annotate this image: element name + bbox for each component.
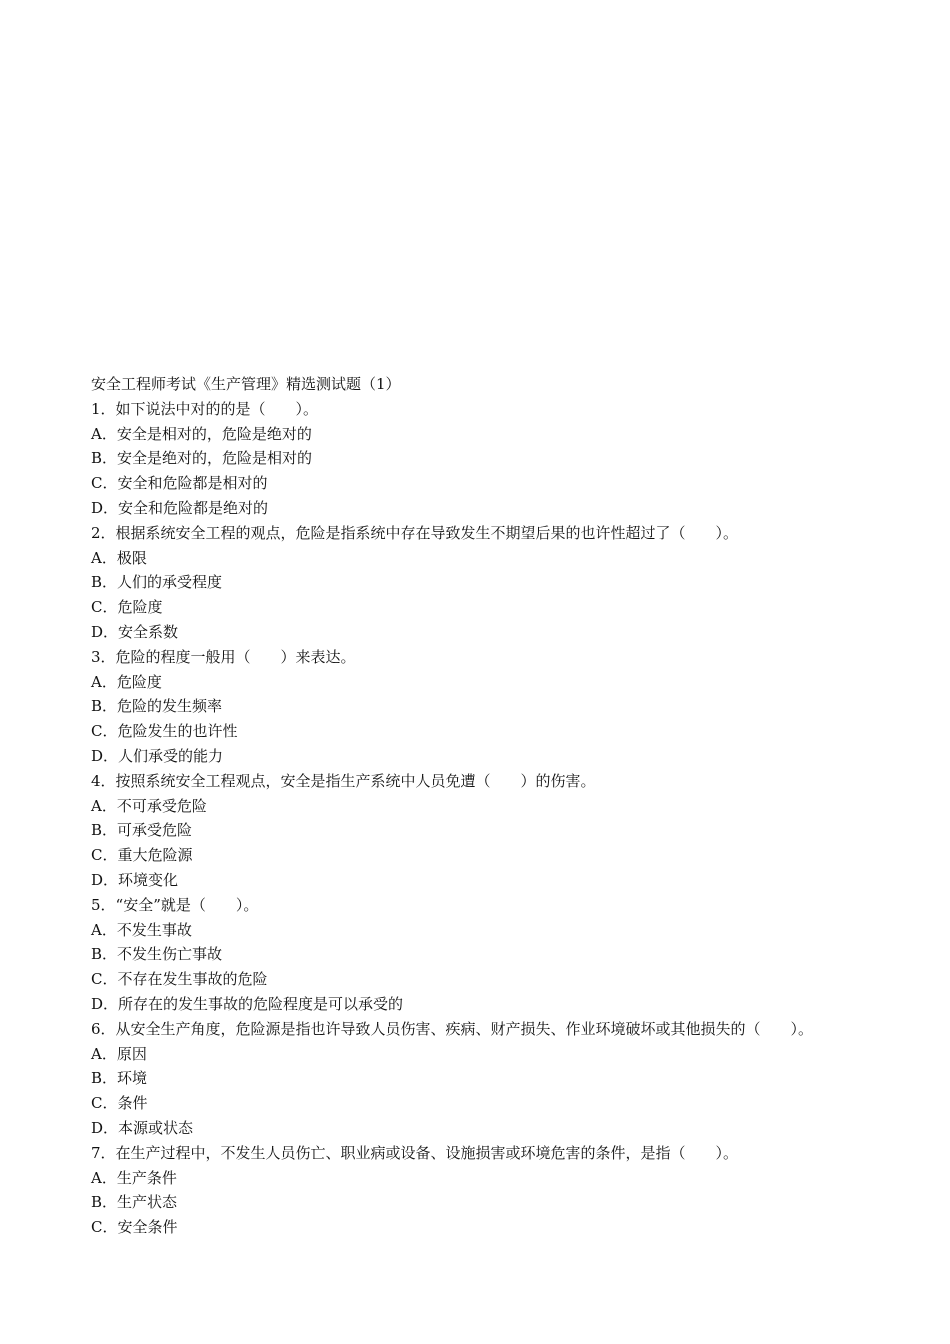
question-stem: 3．危险的程度一般用（ ）来表达。: [91, 647, 356, 666]
option-c: C．危险度: [91, 598, 163, 617]
option-b: B．不发生伤亡事故: [91, 945, 223, 964]
document-title: 安全工程师考试《生产管理》精选测试题（1）: [91, 375, 401, 393]
option-a: A．不可承受危险: [91, 796, 207, 815]
question-1: [91, 397, 866, 521]
question-6: [91, 1017, 866, 1141]
question-stem: 2．根据系统安全工程的观点，危险是指系统中存在导致发生不期望后果的也许性超过了（ ）。: [91, 523, 739, 542]
question-stem: 4．按照系统安全工程观点，安全是指生产系统中人员免遭（ ）的伤害。: [91, 771, 596, 790]
option-c: C．条件: [91, 1094, 148, 1113]
option-a: A．不发生事故: [91, 920, 192, 939]
option-b: B．人们的承受程度: [91, 573, 223, 592]
option-a: A．原因: [91, 1044, 147, 1063]
question-4: [91, 769, 866, 893]
question-stem: 5．“安全”就是（ ）。: [91, 895, 259, 914]
option-b: B．安全是绝对的，危险是相对的: [91, 449, 313, 468]
question-5: [91, 893, 866, 1017]
option-d: D．本源或状态: [91, 1118, 194, 1137]
option-a: A．生产条件: [91, 1168, 177, 1187]
question-stem: 6．从安全生产角度，危险源是指也许导致人员伤害、疾病、财产损失、作业环境破坏或其他损失的（ ）。: [91, 1019, 814, 1038]
option-b: B．环境: [91, 1069, 148, 1088]
question-stem: 7．在生产过程中，不发生人员伤亡、职业病或设备、设施损害或环境危害的条件，是指（ ）。: [91, 1143, 739, 1162]
option-c: C．重大危险源: [91, 846, 193, 865]
option-d: D．安全和危险都是绝对的: [91, 498, 269, 517]
document-body: [91, 372, 866, 1240]
option-c: C．不存在发生事故的危险: [91, 970, 268, 989]
option-b: B．生产状态: [91, 1193, 178, 1212]
question-stem: 1．如下说法中对的的是（ ）。: [91, 399, 319, 418]
option-d: D．环境变化: [91, 870, 179, 889]
option-b: B．危险的发生频率: [91, 697, 223, 716]
option-a: A．安全是相对的，危险是绝对的: [91, 424, 312, 443]
option-c: C．危险发生的也许性: [91, 722, 238, 741]
option-d: D．安全系数: [91, 622, 179, 641]
option-a: A．危险度: [91, 672, 162, 691]
question-7: [91, 1141, 866, 1240]
question-3: [91, 645, 866, 769]
option-d: D．人们承受的能力: [91, 746, 224, 765]
option-b: B．可承受危险: [91, 821, 193, 840]
option-c: C．安全和危险都是相对的: [91, 474, 268, 493]
option-a: A．极限: [91, 548, 147, 567]
question-2: [91, 521, 866, 645]
option-c: C．安全条件: [91, 1218, 178, 1237]
option-d: D．所存在的发生事故的危险程度是可以承受的: [91, 994, 404, 1013]
